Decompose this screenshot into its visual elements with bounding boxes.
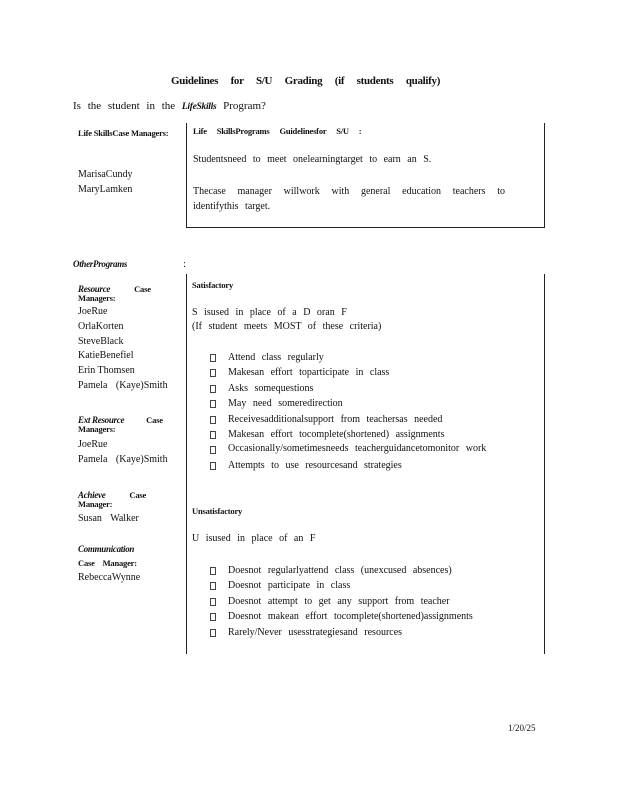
list-item: Makesan effort tocomplete(shortened) assignments <box>210 427 490 442</box>
question-suffix: Program? <box>223 100 266 112</box>
communication-members <box>78 571 140 586</box>
ext-resource-group-sub: Managers: <box>78 424 116 434</box>
life-skills-bottom-border <box>186 227 545 228</box>
bullet-box-icon <box>210 462 216 470</box>
member-name: JoeRue <box>78 439 108 450</box>
member-name: JoeRue <box>78 306 108 317</box>
resource-members <box>78 305 168 394</box>
list-item: Asks somequestions <box>210 381 490 396</box>
list-item: Occasionally/sometimesneeds teacherguidancetomonitor work <box>210 442 490 456</box>
list-item: Doesnot participate in class <box>210 578 530 593</box>
satisfactory-criteria <box>210 350 490 474</box>
bullet-box-icon <box>210 567 216 575</box>
member-name: Erin Thomsen <box>78 365 135 377</box>
life-skills-managers-list <box>78 168 132 198</box>
life-skills-right-border <box>544 123 545 227</box>
bullet-box-icon <box>210 629 216 637</box>
list-item: Rarely/Never usesstrategiesand resources <box>210 625 530 640</box>
bullet-box-icon <box>210 400 216 408</box>
member-name: KatieBenefiel <box>78 350 134 362</box>
achieve-members <box>78 512 139 527</box>
communication-group: Communication <box>78 544 135 554</box>
unsatisfactory-heading: Unsatisfactory <box>192 506 243 516</box>
group-suffix: Case <box>146 415 163 425</box>
life-skills-managers-heading: Life SkillsCase Managers: <box>78 128 169 138</box>
bullet-box-icon <box>210 446 216 454</box>
group-name: Achieve <box>78 490 106 500</box>
group-suffix: Case <box>129 490 147 500</box>
satisfactory-line-2: (If student meets MOST of these criteria) <box>192 321 382 332</box>
list-item: Attend class regularly <box>210 350 490 365</box>
member-name: SteveBlack <box>78 335 124 347</box>
achieve-group-sub: Manager: <box>78 499 113 509</box>
manager-name: MaryLamken <box>78 183 133 195</box>
bullet-box-icon <box>210 369 216 377</box>
life-skills-guideline-2: Thecase manager willwork with general education teachers to identifythis target. <box>193 186 505 212</box>
question-program: LifeSkills <box>181 102 217 112</box>
list-item: Doesnot regularlyattend class (unexcused absences) <box>210 563 530 578</box>
life-skills-guidelines-heading: Life SkillsPrograms Guidelinesfor S/U : <box>193 126 362 136</box>
list-item: Doesnot attempt to get any support from teacher <box>210 594 530 609</box>
member-name: Pamela (Kaye)Smith <box>78 379 168 391</box>
satisfactory-line-1: S isused in place of a D oran F <box>192 307 347 318</box>
member-name: RebeccaWynne <box>78 572 141 583</box>
other-programs-divider <box>186 274 187 654</box>
group-name: Resource <box>78 284 111 294</box>
bullet-box-icon <box>210 354 216 362</box>
resource-group-sub: Managers: <box>78 293 116 303</box>
footer-date: 1/20/25 <box>508 723 536 733</box>
question-prefix: Is the student in the <box>73 100 176 112</box>
unsatisfactory-line-1: U isused in place of an F <box>192 533 316 544</box>
communication-group-sub: Case Manager: <box>78 558 137 568</box>
list-item: Doesnot makean effort tocomplete(shortened)assignments <box>210 609 530 624</box>
bullet-box-icon <box>210 582 216 590</box>
group-name: Ext Resource <box>78 415 125 425</box>
list-item: Receivesadditionalsupport from teachersas needed <box>210 412 490 427</box>
manager-name: MarisaCundy <box>78 169 133 180</box>
other-programs-label: OtherPrograms <box>73 259 128 269</box>
group-suffix: Case <box>134 284 151 294</box>
member-name: Pamela (Kaye)Smith <box>78 453 168 465</box>
other-programs-right-border <box>544 274 545 654</box>
satisfactory-heading: Satisfactory <box>192 280 234 290</box>
bullet-box-icon <box>210 613 216 621</box>
life-skills-divider <box>186 123 187 227</box>
list-item: Makesan effort toparticipate in class <box>210 365 490 380</box>
member-name: OrlaKorten <box>78 320 124 332</box>
bullet-box-icon <box>210 431 216 439</box>
unsatisfactory-criteria <box>210 563 530 640</box>
bullet-box-icon <box>210 416 216 424</box>
life-skills-guideline-1: Studentsneed to meet onelearningtarget to earn an S. <box>193 154 432 165</box>
member-name: Susan Walker <box>78 513 139 524</box>
page-title: Guidelines for S/U Grading (if students qualify) <box>171 75 441 87</box>
other-programs-colon: : <box>183 259 186 270</box>
list-item: May need someredirection <box>210 396 490 411</box>
program-question <box>73 100 266 112</box>
bullet-box-icon <box>210 598 216 606</box>
bullet-box-icon <box>210 385 216 393</box>
ext-resource-members <box>78 438 168 468</box>
other-programs-heading <box>73 254 186 272</box>
list-item: Attempts to use resourcesand strategies <box>210 458 490 473</box>
